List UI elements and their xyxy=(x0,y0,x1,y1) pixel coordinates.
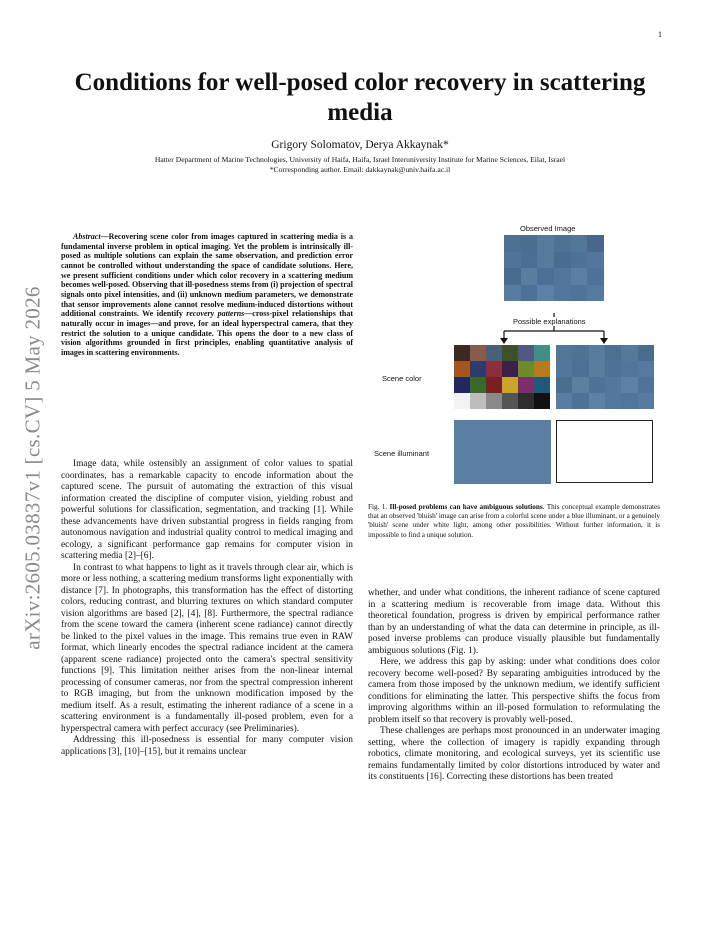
bluish-patch xyxy=(589,377,605,393)
left-column-body xyxy=(61,459,353,758)
bluish-patch xyxy=(605,345,621,361)
paragraph: These challenges are perhaps most pronounced in an underwater imaging setting, where the collection of imagery is rapidly expanding through robotics, climate monitoring, and ecological surveys, yet its scientific use remains fundamentally limited by color distortions introduced by water and its constituents [16]. Correcting these distortions has been treated xyxy=(368,726,660,782)
paragraph: whether, and under what conditions, the inherent radiance of scene captured in a scattering medium is recoverable from image data. Without this theoretical foundation, progress is driven by empirical performance rather than by an understanding of what the data can determine in principle, as ill-posed inverse problems can produce visually plausible but fundamentally ambiguous solutions (Fig. 1). xyxy=(368,588,660,656)
paragraph: In contrast to what happens to light as it travels through clear air, which is more or less nothing, a scattering medium transforms light exponentially with distance [7]. In photographs, this transformation has the effect of distorting colors, reducing contrast, and blurring textures on which standard computer vision algorithms are based [2], [4], [8]. Furthermore, the spectral radiance from the scene toward the camera (inherent scene radiance) cannot directly be linked to the pixel values in the image. This remains true even in RAW format, which linearly encodes the spectral radiance incident at the camera (apparent scene radiance) projected onto the camera's spectral sensitivity functions [9]. This limitation neither arises from the non-linear internal processing of consumer cameras, nor from the spectral compression inherent to RGB imaging, but from the unknown modification imposed by the medium itself. As a result, estimating the inherent radiance of a scene in a scattering environment is a fundamentally ill-posed problem, even for a hyperspectral camera with perfect accuracy (see Preliminaries). xyxy=(61,562,353,734)
abstract-text: —Recovering scene color from images captured in scattering media is a fundamental inverse problem in optical imaging. Yet the problem is intrinsically ill-posed as multiple solutions can explain the same observation, and prediction error cannot be controlled without understanding the space of candidate solutions. Here, we present sufficient conditions under which color recovery in a scattering medium becomes well-posed. Observing that ill-posedness stems from (i) projection of spectral signals onto pixel intensities, and (ii) unknown medium parameters, we demonstrate that sensor improvements alone cannot resolve medium-induced distortions without additional constraints. We identify xyxy=(61,232,353,319)
color-checker-patch xyxy=(502,377,518,393)
scene-color-colorful xyxy=(454,345,550,409)
bluish-patch xyxy=(621,345,637,361)
abstract-italic-term: recovery patterns xyxy=(186,309,245,319)
bluish-patch xyxy=(556,361,572,377)
color-checker-patch xyxy=(454,345,470,361)
bluish-patch xyxy=(605,361,621,377)
paragraph: Image data, while ostensibly an assignment of color values to spatial coordinates, has a remarkable capacity to encode information about the captured scene. The pursuit of automating the extraction of this visual information created the discipline of computer vision, yielding robust and powerful solutions for classification, segmentation, and tracking [1]. While these advancements have driven substantial progress in fields ranging from autonomous navigation and industrial quality control to medical imaging and ecology, a significant performance gap remains for computer vision in scattering media [2]–[6]. xyxy=(61,459,353,561)
explanation-arrows xyxy=(368,218,668,358)
color-checker-patch xyxy=(502,345,518,361)
color-checker-patch xyxy=(534,345,550,361)
color-checker-patch xyxy=(486,361,502,377)
bluish-patch xyxy=(605,377,621,393)
color-checker-patch xyxy=(470,361,486,377)
color-checker-patch xyxy=(534,361,550,377)
abstract xyxy=(61,232,353,358)
paper-title: Conditions for well-posed color recovery in scattering media xyxy=(74,69,646,126)
color-checker-patch xyxy=(518,361,534,377)
arxiv-stamp xyxy=(9,258,57,678)
color-checker-patch xyxy=(518,345,534,361)
bluish-patch xyxy=(638,361,654,377)
color-checker-patch xyxy=(454,361,470,377)
right-column-body xyxy=(368,588,660,784)
color-checker-patch xyxy=(470,377,486,393)
arxiv-id: arXiv:2605.03837v1 [cs.CV] 5 May 2026 xyxy=(20,286,45,650)
bluish-patch xyxy=(605,393,621,409)
color-checker-patch xyxy=(534,393,550,409)
color-checker-patch xyxy=(518,377,534,393)
color-checker-patch xyxy=(470,393,486,409)
bluish-patch xyxy=(572,393,588,409)
paragraph: Here, we address this gap by asking: under what conditions does color recovery become well-posed? By separating ambiguities introduced by the camera from those imposed by the unknown medium, we identify sufficient conditions for eliminating the latter. This perspective shifts the focus from improving algorithms within an ill-posed formulation to reformulating the problem itself so that recovery is provably well-posed. xyxy=(368,657,660,725)
blue-illuminant xyxy=(454,420,551,484)
bluish-patch xyxy=(621,393,637,409)
scene-illuminant-label: Scene illuminant xyxy=(374,449,430,458)
color-checker-patch xyxy=(486,345,502,361)
bluish-patch xyxy=(572,361,588,377)
figure-caption xyxy=(368,503,660,540)
bluish-patch xyxy=(589,361,605,377)
scene-color-bluish xyxy=(556,345,654,409)
affiliation-line-1: Hatter Department of Marine Technologies, University of Haifa, Haifa, Israel Interuniversity Institute for Marine Sciences, Eilat, Israel xyxy=(154,155,566,164)
color-checker-patch xyxy=(454,377,470,393)
page-number: 1 xyxy=(658,30,662,39)
color-checker-patch xyxy=(470,345,486,361)
caption-lead: Fig. 1. xyxy=(368,503,388,511)
bluish-patch xyxy=(589,345,605,361)
color-checker-patch xyxy=(534,377,550,393)
scene-color-label: Scene color xyxy=(382,374,422,383)
color-checker-patch xyxy=(454,393,470,409)
color-checker-patch xyxy=(486,393,502,409)
figure-1 xyxy=(368,218,668,498)
possible-explanations-label: Possible explanations xyxy=(513,317,586,326)
abstract-lead: Abstract xyxy=(73,232,101,241)
color-checker-patch xyxy=(502,393,518,409)
bluish-patch xyxy=(638,393,654,409)
bluish-patch xyxy=(556,377,572,393)
paragraph: Addressing this ill-posedness is essential for many computer vision applications [3], [10]–[15], but it remains unclear xyxy=(61,735,353,757)
bluish-patch xyxy=(556,345,572,361)
bluish-patch xyxy=(572,377,588,393)
affiliation xyxy=(40,155,680,175)
affiliation-line-2: *Corresponding author. Email: dakkaynak@univ.haifa.ac.il xyxy=(269,165,451,174)
bluish-patch xyxy=(638,377,654,393)
bluish-patch xyxy=(572,345,588,361)
observed-image-label: Observed Image xyxy=(520,224,576,233)
caption-bold: Ill-posed problems can have ambiguous solutions xyxy=(389,503,543,511)
abstract-text-2: —cross-pixel relationships that naturally occur in images—and prove, for an ideal hyperspectral camera, that they restrict the solution to a unique candidate. This opens the door to a new class of vision algorithms grounded in first principles, enabling quantitative analysis of images in scattering environments. xyxy=(61,309,353,357)
bluish-patch xyxy=(556,393,572,409)
authors: Grigory Solomatov, Derya Akkaynak* xyxy=(271,139,449,151)
bluish-patch xyxy=(621,377,637,393)
bluish-patch xyxy=(589,393,605,409)
color-checker-patch xyxy=(486,377,502,393)
caption-text: . This conceptual example demonstrates that an observed 'bluish' image can arise from a colorful scene under a blue illuminant, or a genuinely 'bluish' scene under white light, among other possibilities. Without further information, it is impossible to find a unique solution. xyxy=(368,503,660,539)
bluish-patch xyxy=(621,361,637,377)
bluish-patch xyxy=(638,345,654,361)
white-illuminant xyxy=(556,420,653,483)
color-checker-patch xyxy=(518,393,534,409)
color-checker-patch xyxy=(502,361,518,377)
